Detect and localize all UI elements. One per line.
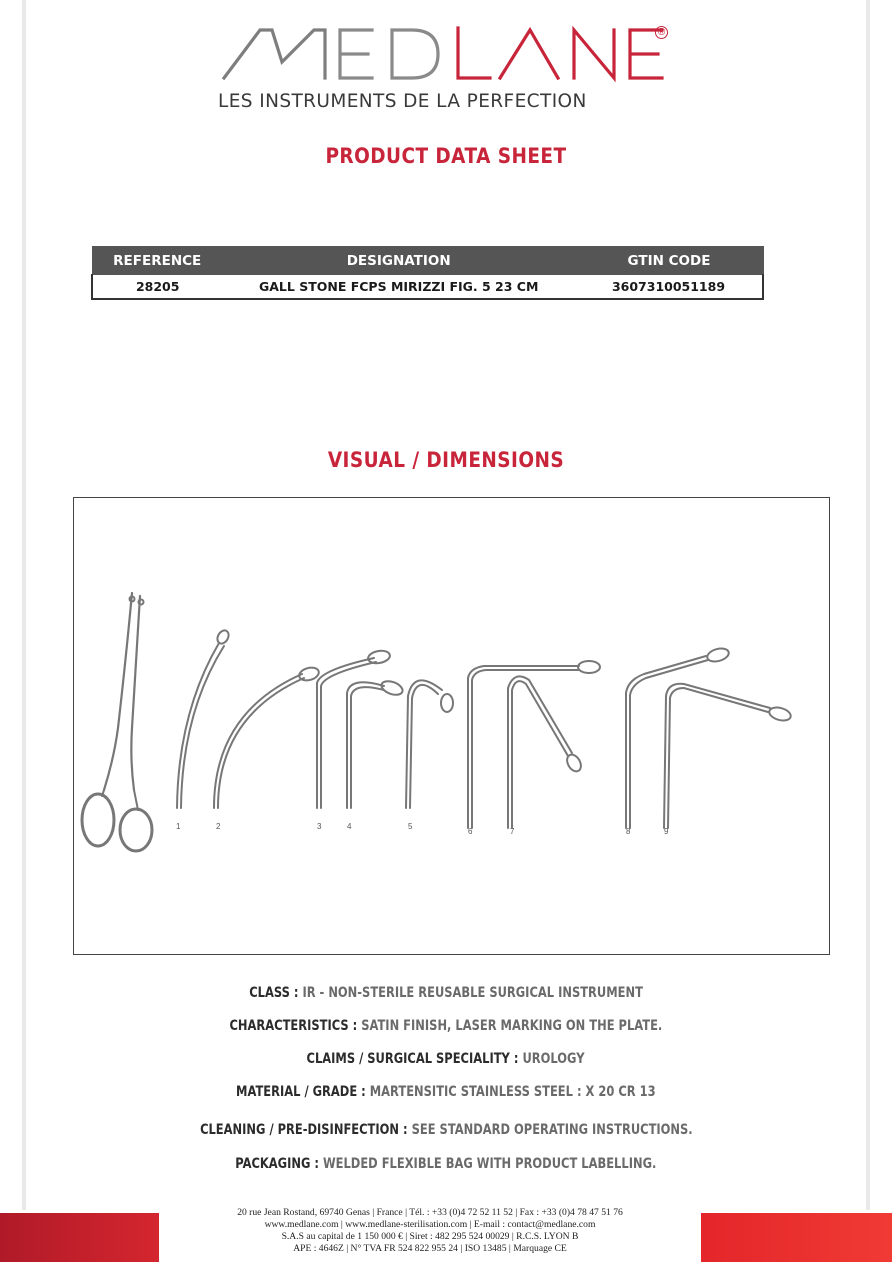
table-header-row	[92, 247, 763, 275]
header-designation: DESIGNATION	[222, 247, 575, 275]
figure-label-5: 5	[408, 822, 413, 831]
figure-label-4: 4	[347, 822, 352, 831]
forceps-illustration	[82, 593, 152, 851]
footer-line-company: S.A.S au capital de 1 150 000 € | Siret : 482 295 524 00029 | R.C.S. LYON B	[281, 1231, 579, 1242]
spec-material: MATERIAL / GRADE : MARTENSITIC STAINLESS STEEL : X 20 CR 13	[236, 1084, 656, 1100]
footer-line-registration: APE : 4646Z | N° TVA FR 524 822 955 24 | ISO 13485 | Marquage CE	[293, 1243, 567, 1254]
jaw-shape-1	[177, 628, 231, 808]
instrument-drawing	[74, 498, 831, 956]
jaw-shape-3	[317, 649, 391, 808]
jaw-shape-7	[508, 676, 584, 828]
jaw-shape-9	[664, 684, 792, 828]
table-row	[92, 275, 763, 300]
cell-gtin: 3607310051189	[575, 275, 763, 300]
header-gtin: GTIN CODE	[575, 247, 763, 275]
footer-bar-left	[0, 1213, 159, 1262]
figure-label-2: 2	[216, 822, 221, 831]
figure-label-1: 1	[176, 822, 181, 831]
footer-address	[160, 1207, 700, 1255]
spec-claims: CLAIMS / SURGICAL SPECIALITY : UROLOGY	[306, 1051, 586, 1067]
jaw-shape-5	[406, 680, 453, 808]
jaw-shape-4	[347, 679, 404, 808]
jaw-shape-2	[214, 666, 320, 808]
figure-label-7: 7	[510, 827, 515, 836]
brand-tagline: LES INSTRUMENTS DE LA PERFECTION	[218, 91, 587, 112]
header-reference: REFERENCE	[92, 247, 222, 275]
figure-label-9: 9	[664, 827, 669, 836]
footer-line-address: 20 rue Jean Rostand, 69740 Genas | France | Tél. : +33 (0)4 72 52 11 52 | Fax : +33 (0)4 78 47 51 76	[237, 1207, 623, 1218]
cell-designation: GALL STONE FCPS MIRIZZI FIG. 5 23 CM	[222, 275, 575, 300]
figure-label-8: 8	[626, 827, 631, 836]
figure-label-3: 3	[317, 822, 322, 831]
jaw-shape-8	[626, 646, 730, 828]
spec-packaging: PACKAGING : WELDED FLEXIBLE BAG WITH PRODUCT LABELLING.	[235, 1156, 657, 1172]
footer-line-web: www.medlane.com | www.medlane-sterilisation.com | E-mail : contact@medlane.com	[264, 1219, 596, 1230]
instrument-visual	[73, 497, 830, 955]
jaw-shape-6	[468, 661, 600, 828]
reference-table	[91, 246, 764, 300]
page-title: PRODUCT DATA SHEET	[325, 144, 567, 168]
figure-label-6: 6	[468, 827, 473, 836]
visual-title: VISUAL / DIMENSIONS	[327, 448, 565, 472]
footer-bar-right	[701, 1213, 892, 1262]
spec-cleaning: CLEANING / PRE-DISINFECTION : SEE STANDARD OPERATING INSTRUCTIONS.	[199, 1122, 693, 1138]
spec-class: CLASS : IR - NON-STERILE REUSABLE SURGICAL INSTRUMENT	[249, 985, 643, 1001]
registered-mark: ®	[655, 26, 668, 39]
spec-characteristics: CHARACTERISTICS : SATIN FINISH, LASER MARKING ON THE PLATE.	[229, 1018, 663, 1034]
cell-reference: 28205	[92, 275, 222, 300]
